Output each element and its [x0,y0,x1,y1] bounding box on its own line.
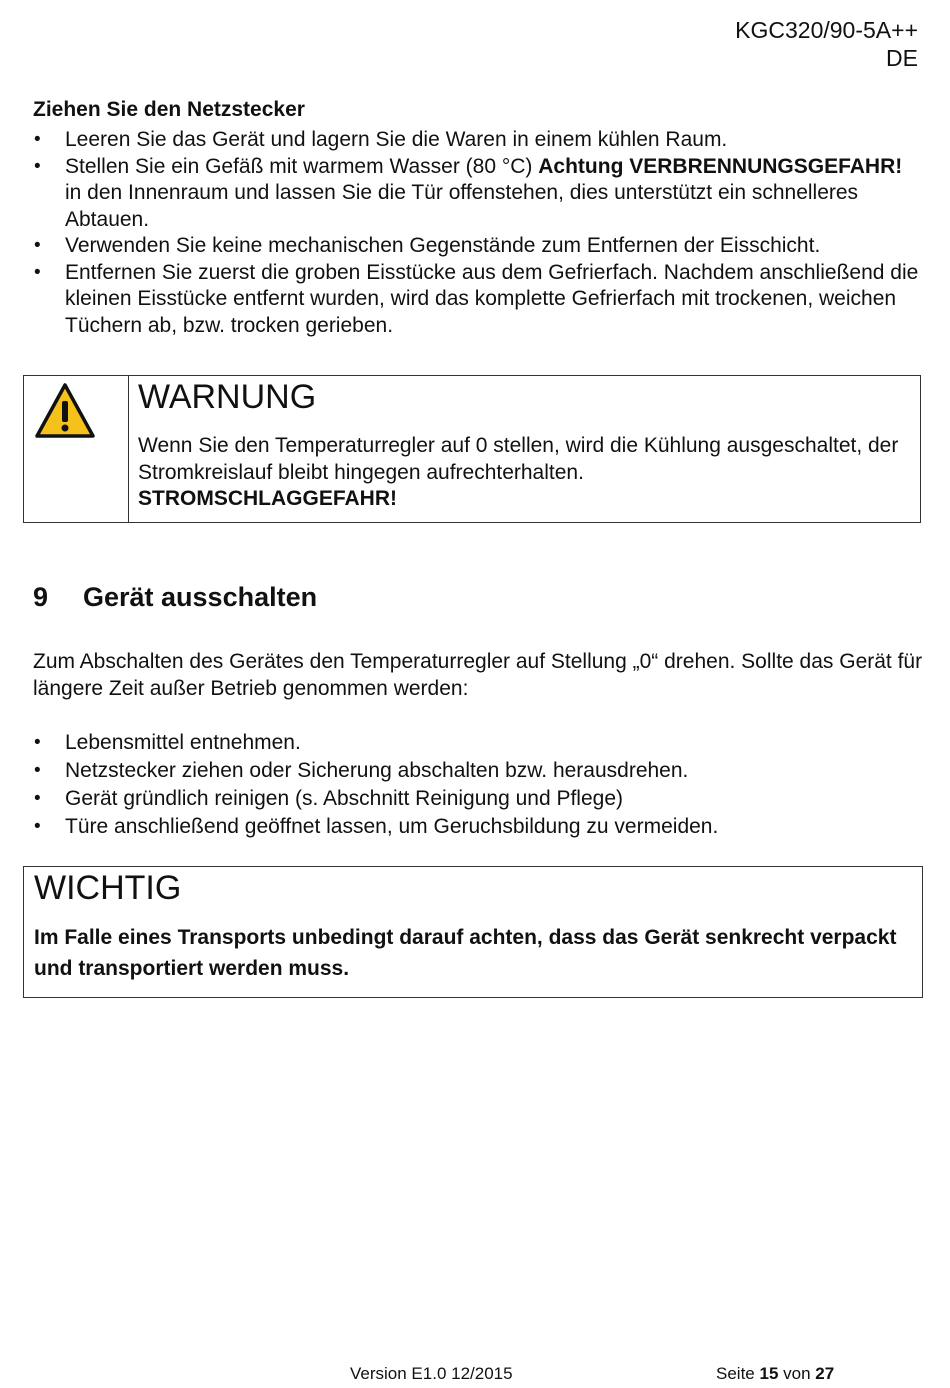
list-item [33,757,923,785]
chapter-title: Gerät ausschalten [83,582,318,612]
page-of-label: von [783,1364,811,1383]
list-item [33,154,923,234]
list-item-text: Verwenden Sie keine mechanischen Gegenstände zum Entfernen der Eisschicht. [65,234,821,257]
important-title: WICHTIG [34,869,182,907]
list-item-text: Gerät gründlich reinigen (s. Abschnitt Reinigung und Pflege) [65,787,623,810]
switch-off-list [33,729,923,841]
chapter-number: 9 [33,582,49,612]
warning-title: WARNUNG [138,378,317,416]
list-item [33,729,923,757]
list-item-text: Türe anschließend geöffnet lassen, um Geruchsbildung zu vermeiden. [65,815,719,838]
important-box [23,866,923,998]
electric-shock-warning: STROMSCHLAGGEFAHR! [138,487,397,510]
page-number [716,1364,834,1384]
section-heading: Ziehen Sie den Netzstecker [33,98,305,121]
important-text: Im Falle eines Transports unbedingt darauf achten, dass das Gerät senkrecht verpackt und transportiert werden muss. [34,926,897,980]
list-item-text: Netzstecker ziehen oder Sicherung abschalten bzw. herausdrehen. [65,759,689,782]
list-item-text: in den Innenraum und lassen Sie die Tür offenstehen, dies unterstützt ein schnelleres Abtauen. [65,181,859,231]
warning-message: Wenn Sie den Temperaturregler auf 0 stellen, wird die Kühlung ausgeschaltet, der Stromkreislauf bleibt hingegen aufrechterhalten. [138,434,899,484]
current-page: 15 [759,1364,779,1383]
list-item-text: Stellen Sie ein Gefäß mit warmem Wasser (80 °C) [65,154,539,178]
burn-hazard-warning: Achtung VERBRENNUNGSGEFAHR! [538,154,903,178]
warning-divider [128,376,129,522]
defrost-list [33,127,923,339]
warning-triangle-icon [34,382,96,440]
chapter-paragraph: Zum Abschalten des Gerätes den Temperaturregler auf Stellung „0“ drehen. Sollte das Gerät für längere Zeit außer Betrieb genommen werden: [33,650,923,700]
list-item [33,233,923,260]
list-item [33,260,923,340]
list-item-text: Lebensmittel entnehmen. [65,731,301,754]
list-item-text: Leeren Sie das Gerät und lagern Sie die Waren in einem kühlen Raum. [65,128,728,151]
language-code: DE [886,45,918,71]
list-item [33,785,923,813]
list-item [33,813,923,841]
page-label: Seite [716,1364,755,1383]
warning-text [138,433,908,513]
document-header [735,16,918,72]
list-item [33,127,923,154]
version-label: Version E1.0 12/2015 [350,1364,513,1383]
warning-box [23,375,921,523]
total-pages: 27 [815,1364,835,1383]
list-item-text: Entfernen Sie zuerst die groben Eisstücke aus dem Gefrierfach. Nachdem anschließend die kleinen Eisstücke entfernt wurden, wird das komplette Gefrierfach mit trockenen, weichen Tüchern ab, bzw. trocken gerieben. [65,260,919,337]
model-number: KGC320/90-5A++ [735,17,918,43]
